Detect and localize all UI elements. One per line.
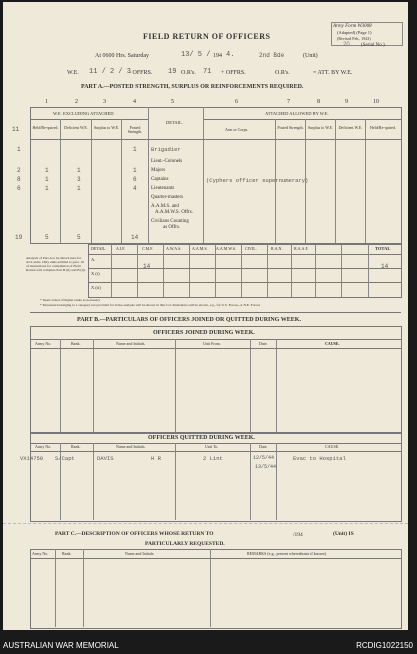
rank-item: Lieut.-Colonels <box>151 159 183 164</box>
footnote-2: * Personnel belonging to a category not provided for in the analysis will be shown in this Col. Particulars will be shown, e.g., for U.S. Forces, or N.E. Forces <box>40 303 261 307</box>
summary-row-label: A. <box>91 257 96 262</box>
col4-value: 4 <box>133 185 137 192</box>
col2-value: 1 <box>45 176 49 183</box>
joined-col-header: Rank. <box>71 341 81 346</box>
unit-typed: 2nd Bde <box>259 52 285 59</box>
part-c-title-line2: PARTICULARLY REQUESTED. <box>145 541 225 547</box>
col-header: Posted Strength. <box>127 125 143 134</box>
col4-value: 1 <box>133 146 137 153</box>
serial-typed: 20 <box>343 42 350 48</box>
part-c-col-header: REMARKS (e.g., present whereabouts if known). <box>247 551 327 556</box>
col-number: 5 <box>171 99 174 105</box>
quit-unit-to: 2 Lint <box>203 455 223 462</box>
part-c-col-header: Rank. <box>62 551 72 556</box>
part-c-title-mid: /194 <box>293 532 303 538</box>
ors-label: O.R's. <box>181 70 196 76</box>
summary-header: CIVIL. <box>245 246 257 251</box>
summary-header: DETAIL. <box>91 246 107 251</box>
rank-item: Brigadier <box>151 146 181 153</box>
col-header: Posted Strength. <box>277 125 304 130</box>
col-number: 7 <box>287 99 290 105</box>
col-number: 10 <box>373 99 379 105</box>
quit-rank: S/Capt <box>55 455 75 462</box>
part-c-col-header: Name and Initials. <box>125 551 155 556</box>
rank-item: Captains <box>151 177 169 182</box>
col-number: 9 <box>345 99 348 105</box>
attached-note-typed: (Cyphers officer supernumerary) <box>206 177 309 184</box>
summary-total-value: 14 <box>381 263 389 270</box>
col4-value: 1 <box>133 167 137 174</box>
attached-header: ATTACHED ALLOWED BY W.E. <box>265 111 329 116</box>
summary-row-label: X (ii) <box>91 285 101 290</box>
quit-col-header: CAUSE. <box>325 444 340 449</box>
form-ref-line3: (Revised Feb., 1943) <box>337 36 371 41</box>
footer-right-label: RCDIG1022150 <box>356 641 413 650</box>
col-header: Arm or Corps. <box>225 127 249 132</box>
summary-header: TOTAL <box>375 246 391 251</box>
rank-item: A.A.M.W.S. Offrs. <box>155 210 193 215</box>
quit-col-header: Name and Initials. <box>116 444 146 449</box>
col1-value: 6 <box>17 185 21 192</box>
we-typed: 11 / 2 / 3 <box>89 68 132 76</box>
joined-col-header: Date. <box>259 341 268 346</box>
serial-label: (Serial No.) <box>361 43 385 48</box>
offrs-label: - OFFRS. <box>129 70 153 76</box>
col-header: Held/Re-quired. <box>370 125 396 130</box>
part-c-table <box>30 549 402 629</box>
rank-item: Majors <box>151 168 166 173</box>
col1-value: 1 <box>17 146 21 153</box>
perforation-line <box>3 523 408 524</box>
rank-item: Lieutenants <box>151 186 175 191</box>
quitted-title: OFFICERS QUITTED DURING WEEK. <box>148 435 255 441</box>
part-a-title: PART A.—POSTED STRENGTH, SURPLUS OR REINFORCEMENTS REQUIRED. <box>81 84 304 90</box>
col-header: Deficient W.E. <box>64 125 88 130</box>
col1-value: 2 <box>17 167 21 174</box>
footer-left-label: AUSTRALIAN WAR MEMORIAL <box>3 641 119 650</box>
col-header: Held/Re-quired. <box>32 125 59 130</box>
form-ref-line2: (Adapted) (Page 1) <box>337 30 372 35</box>
att-label: = ATT. BY W.E. <box>313 70 353 76</box>
total-col2: 5 <box>45 234 49 241</box>
quit-name: DAVIS <box>97 455 114 462</box>
summary-aif-value: 14 <box>143 263 151 270</box>
col2-value: 1 <box>45 167 49 174</box>
part-b-title: PART B.—PARTICULARS OF OFFICERS JOINED OR QUITTED DURING WEEK. <box>77 317 301 323</box>
joined-col-header: Unit From. <box>203 341 221 346</box>
summary-header: A.I.F. <box>116 246 126 251</box>
part-c-title-post: (Unit) IS <box>333 531 354 537</box>
offrs-typed: 19 <box>168 68 177 76</box>
unit-label: (Unit) <box>303 53 318 59</box>
form-sheet <box>3 2 408 630</box>
total-col4: 14 <box>131 234 139 241</box>
summary-header: A.A.M.S. <box>192 246 208 251</box>
col-header: Surplus to W.E. <box>307 125 334 130</box>
we-excl-header: W.E. EXCLUDING ATTACHED. <box>53 111 115 116</box>
footnote-1: * Insert actual of higher ranks as necessary <box>40 298 101 302</box>
quit-col-header: Army No. <box>35 444 52 449</box>
archive-footer <box>0 636 417 654</box>
ors-typed: 71 <box>203 68 212 76</box>
summary-row-label: X (i) <box>91 271 100 276</box>
part-c-col-header: Army No. <box>32 551 49 556</box>
col-number: 6 <box>235 99 238 105</box>
col-header: Surplus to W.E. <box>93 125 120 130</box>
rank-item: A.A.M.S. and <box>151 204 179 209</box>
col-number: 8 <box>317 99 320 105</box>
summary-header: R.A.A.F. <box>294 246 309 251</box>
col-number: 4 <box>133 99 136 105</box>
at-prefix: At 0600 Hrs. Saturday <box>95 53 149 59</box>
form-title: FIELD RETURN OF OFFICERS <box>143 32 271 41</box>
quit-date-2: 13/5/44 <box>255 464 277 470</box>
col3-value: 1 <box>77 185 81 192</box>
summary-header: R.A.N. <box>271 246 283 251</box>
joined-col-header: Name and Initials. <box>116 341 146 346</box>
col4-value: 6 <box>133 176 137 183</box>
part-c-title-pre: PART C.—DESCRIPTION OF OFFICERS WHOSE RETURN TO <box>55 531 214 537</box>
rank-item: Quarter-masters <box>151 195 184 200</box>
quit-initials: H R <box>151 455 161 462</box>
rank-item: as Offrs. <box>163 225 181 230</box>
summary-header: C.M.F. <box>142 246 154 251</box>
quit-col-header: Unit To. <box>205 444 219 449</box>
quit-col-header: Date. <box>259 444 268 449</box>
quit-col-header: Rank. <box>71 444 81 449</box>
year-prefix: 194 <box>213 53 222 59</box>
quit-cause: Evac to Hospital <box>293 455 346 462</box>
col2-value: 1 <box>45 185 49 192</box>
year-typed: 4. <box>226 51 235 59</box>
col-header: DETAIL. <box>166 120 184 125</box>
summary-header: A.A.M.W.S. <box>216 246 236 251</box>
col-number: 2 <box>75 99 78 105</box>
joined-title: OFFICERS JOINED DURING WEEK. <box>153 330 255 336</box>
we-label: W.E. <box>67 70 79 76</box>
quit-army-no: VX14750 <box>20 455 44 462</box>
col-number: 1 <box>45 99 48 105</box>
analysis-note: Analysis of Part A to be shown here for ALL units. Only units entitled to para. 10 of instructions for compilation of Field Return will complete Part B (ii) and B (ii). <box>26 256 86 273</box>
summary-header: A.W.A.S. <box>166 246 182 251</box>
col3-value: 1 <box>77 167 81 174</box>
margin-number: 11 <box>12 126 20 133</box>
offrs2-label: + OFFRS. <box>221 70 246 76</box>
ors2-label: O.R's. <box>275 70 290 76</box>
quit-date: 12/5/44 <box>253 455 275 461</box>
analysis-table <box>88 244 402 298</box>
rank-item: Civilians Counting <box>151 219 189 224</box>
form-ref-line1: Army Form W3008 <box>333 24 372 29</box>
date-typed: 13/ 5 / <box>181 51 211 59</box>
joined-col-header: Army No. <box>35 341 52 346</box>
col3-value: 3 <box>77 176 81 183</box>
col-header: Deficient W.E. <box>338 125 363 130</box>
col1-value: 8 <box>17 176 21 183</box>
total-col1: 19 <box>15 234 23 241</box>
joined-col-header: CAUSE. <box>325 341 340 346</box>
total-col3: 5 <box>77 234 81 241</box>
col-number: 3 <box>103 99 106 105</box>
